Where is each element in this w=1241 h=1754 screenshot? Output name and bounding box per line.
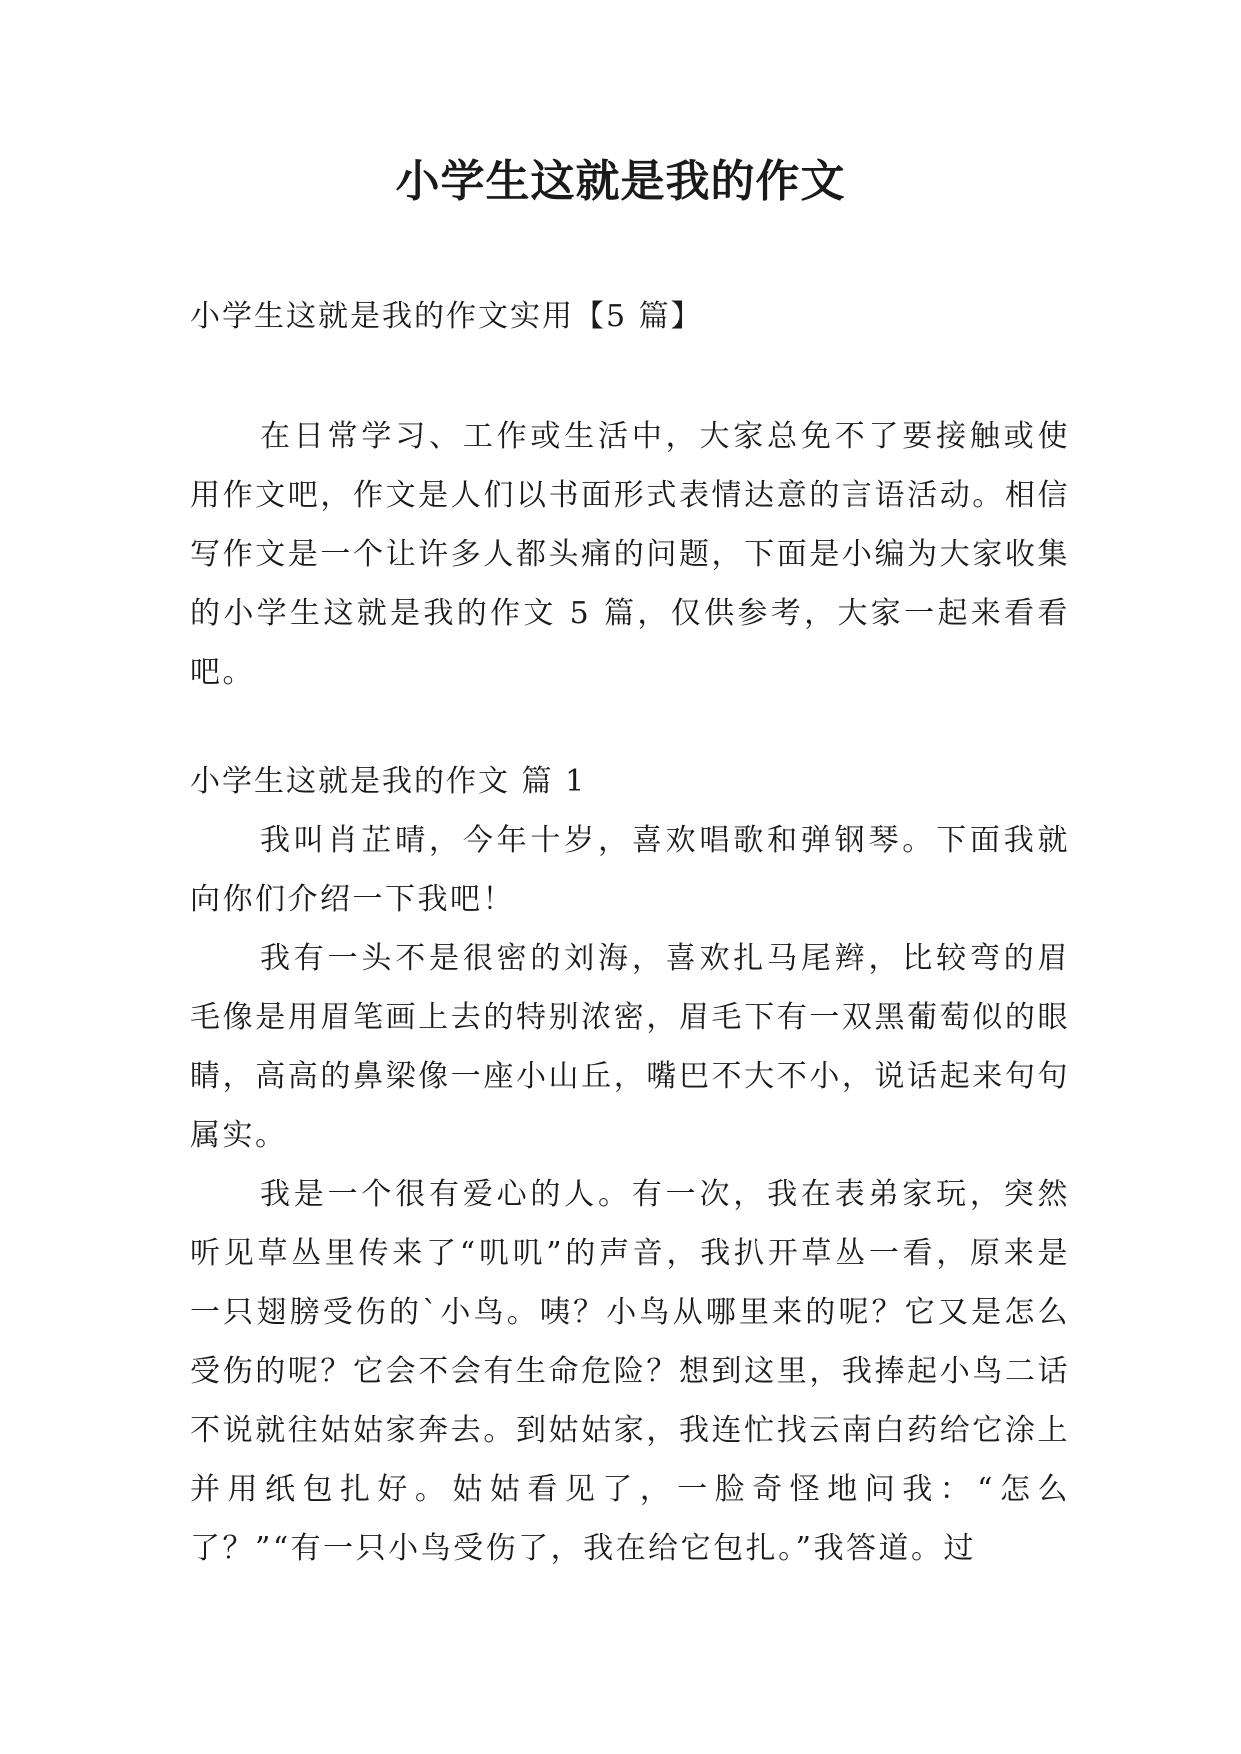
intro-paragraph: 在日常学习、工作或生活中，大家总免不了要接触或使用作文吧，作文是人们以书面形式表情达意的言语活动。相信写作文是一个让许多人都头痛的问题，下面是小编为大家收集的小学生这就是我的作文 5 篇，仅供参考，大家一起来看看吧。 xyxy=(190,419,1070,690)
document-subtitle: 小学生这就是我的作文实用【5 篇】 xyxy=(190,299,703,334)
paragraph-1: 我叫肖芷晴，今年十岁，喜欢唱歌和弹钢琴。下面我就向你们介绍一下我吧！ xyxy=(190,823,1070,917)
section-heading: 小学生这就是我的作文 篇 1 xyxy=(190,764,587,799)
essay-section-1 xyxy=(190,752,1070,1578)
paragraph-3: 我是一个很有爱心的人。有一次，我在表弟家玩，突然听见草丛里传来了“叽叽”的声音，我扒开草丛一看，原来是一只翅膀受伤的`小鸟。咦？小鸟从哪里来的呢？它又是怎么受伤的呢？它会不会有生命危险？想到这里，我捧起小鸟二话不说就往姑姑家奔去。到姑姑家，我连忙找云南白药给它涂上并用纸包扎好。姑姑看见了，一脸奇怪地问我：“怎么了？”“有一只小鸟受伤了，我在给它包扎。”我答道。过 xyxy=(190,1177,1070,1566)
document-title: 小学生这就是我的作文 xyxy=(395,156,846,207)
paragraph-2: 我有一头不是很密的刘海，喜欢扎马尾辫，比较弯的眉毛像是用眉笔画上去的特别浓密，眉毛下有一双黑葡萄似的眼睛，高高的鼻梁像一座小山丘，嘴巴不大不小，说话起来句句属实。 xyxy=(190,941,1070,1153)
